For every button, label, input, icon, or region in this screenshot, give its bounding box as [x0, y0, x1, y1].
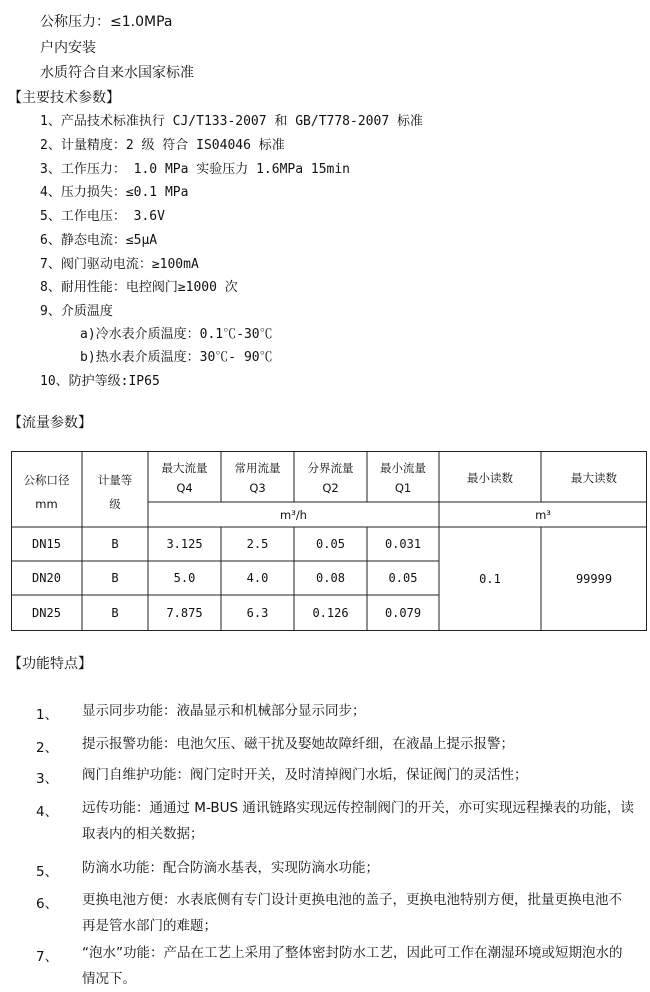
row-3-q2: 0.126 — [312, 606, 349, 620]
feature-2-text: 提示报警功能：电池欠压、磁干扰及娶她故障纤细，在液晶上提示报警； — [82, 736, 514, 752]
header-caliber: 公称口径 — [23, 473, 70, 487]
tech-item-7: 7、阀门驱动电流：≥100mA — [40, 257, 199, 272]
tech-item-3: 3、工作压力： 1.0 MPa 实验压力 1.6MPa 15min — [40, 162, 351, 177]
tech-item-8: 8、耐用性能：电控阀门≥1000 次 — [40, 280, 238, 295]
row-1-q4: 3.125 — [166, 537, 203, 551]
feature-6-text: 更换电池方便：水表底侧有专门设计更换电池的盖子，更换电池特别方便，批量更换电池不再是管水部门的难题； — [82, 892, 622, 934]
tech-item-4: 4、压力损失：≤0.1 MPa — [40, 185, 189, 200]
feature-3-num: 3、 — [36, 771, 59, 787]
row-2-grade: B — [111, 571, 119, 585]
row-1-dn: DN15 — [32, 537, 61, 551]
tech-item-5: 5、工作电压： 3.6V — [40, 209, 165, 224]
row-1-q2: 0.05 — [316, 537, 345, 551]
tech-heading: 【主要技术参数】 — [8, 90, 120, 106]
header-q1: 最小流量 — [380, 461, 426, 475]
flow-table — [11, 451, 647, 631]
feature-7-text: “泡水”功能：产品在工艺上采用了整体密封防水工艺，因此可工作在潮湿环境或短期泡水的情况下。 — [82, 945, 623, 987]
feature-3-text: 阀门自维护功能：阀门定时开关，及时清掉阀门水垢，保证阀门的灵活性； — [82, 767, 528, 783]
header-q2: 分界流量 — [307, 461, 354, 475]
header-max-reading: 最大读数 — [571, 471, 617, 485]
tech-item-6: 6、静态电流：≤5μA — [40, 233, 158, 248]
row-3-q4: 7.875 — [166, 606, 203, 620]
row-1-grade: B — [111, 537, 119, 551]
flow-heading: 【流量参数】 — [8, 415, 92, 431]
tech-item-1: 1、产品技术标准执行 CJ/T133-2007 和 GB/T778-2007 标准 — [40, 114, 423, 129]
row-3-q1: 0.079 — [384, 606, 422, 620]
feature-2-num: 2、 — [36, 740, 59, 756]
tech-item-10: 10、防护等级:IP65 — [40, 374, 160, 389]
installation: 户内安装 — [40, 40, 96, 56]
row-2-q2: 0.08 — [316, 571, 345, 585]
header-q3-sym: Q3 — [249, 481, 266, 495]
feature-4-text: 远传功能：通通过 M-BUS 通讯链路实现远传控制阀门的开关，亦可实现远程操表的功能，读取表内的相关数据； — [82, 800, 634, 842]
row-2-dn: DN20 — [32, 571, 61, 585]
row-3-q3: 6.3 — [246, 606, 269, 620]
header-grade: 计量等 — [97, 473, 133, 487]
row-1-q3: 2.5 — [246, 537, 269, 551]
features-heading: 【功能特点】 — [8, 656, 92, 672]
feature-5-num: 5、 — [36, 864, 59, 880]
feature-5-text: 防滴水功能：配合防滴水基表，实现防滴水功能； — [82, 860, 379, 876]
unit-reading: m³ — [535, 508, 551, 522]
feature-6-num: 6、 — [36, 896, 59, 912]
row-3-dn: DN25 — [32, 606, 61, 620]
feature-1-num: 1、 — [36, 707, 59, 723]
row-2-q4: 5.0 — [173, 571, 196, 585]
feature-7-num: 7、 — [36, 949, 59, 965]
tech-item-2: 2、计量精度：2 级 符合 IS04046 标准 — [40, 138, 285, 153]
nominal-pressure: 公称压力：≤1.0MPa — [40, 14, 173, 30]
max-reading-value: 99999 — [575, 572, 613, 586]
header-q4: 最大流量 — [161, 461, 208, 475]
header-min-reading: 最小读数 — [467, 471, 513, 485]
header-grade-2: 级 — [109, 497, 121, 511]
feature-1-text: 显示同步功能：液晶显示和机械部分显示同步； — [82, 703, 366, 719]
tech-item-9: 9、介质温度 — [40, 304, 113, 319]
header-q4-sym: Q4 — [176, 481, 193, 495]
temp-cold: a)冷水表介质温度：0.1℃-30℃ — [80, 327, 273, 342]
unit-flow: m³/h — [280, 508, 307, 522]
water-quality: 水质符合自来水国家标准 — [40, 65, 194, 81]
row-2-q3: 4.0 — [246, 571, 269, 585]
row-3-grade: B — [111, 606, 119, 620]
row-2-q1: 0.05 — [388, 571, 418, 585]
header-q2-sym: Q2 — [322, 481, 339, 495]
temp-hot: b)热水表介质温度：30℃- 90℃ — [80, 350, 273, 365]
feature-4-num: 4、 — [36, 804, 59, 820]
header-caliber-unit: mm — [35, 497, 58, 511]
row-1-q1: 0.031 — [384, 537, 422, 551]
header-q1-sym: Q1 — [394, 481, 412, 495]
min-reading-value: 0.1 — [479, 572, 501, 586]
header-q3: 常用流量 — [234, 461, 281, 475]
